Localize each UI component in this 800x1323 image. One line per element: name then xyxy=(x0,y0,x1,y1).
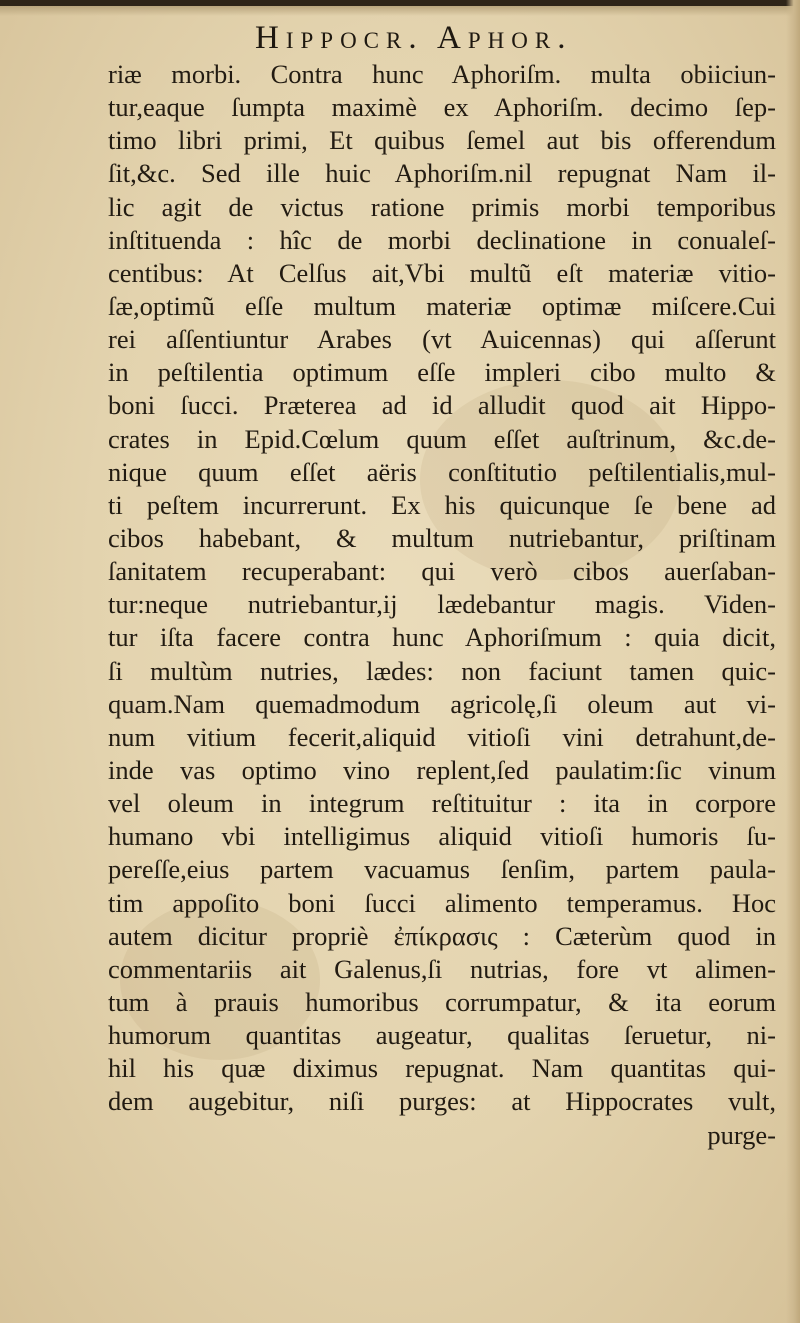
text-line: ſi multùm nutries, lædes: non faciunt tamen quic- xyxy=(108,655,776,686)
text-line: timo libri primi, Et quibus ſemel aut bis offerendum xyxy=(108,125,776,156)
text-line: cibos habebant, & multum nutriebantur, priſtinam xyxy=(108,522,776,553)
text-line: ſæ,optimũ eſſe multum materiæ optimæ miſcere.Cui xyxy=(108,290,776,321)
text-line: humorum quantitas augeatur, qualitas ſeruetur, ni- xyxy=(108,1020,776,1051)
text-line: crates in Epid.Cœlum quum eſſet auſtrinum, &c.de- xyxy=(108,423,776,454)
text-line: tum à prauis humoribus corrumpatur, & ita eorum xyxy=(108,986,776,1017)
text-line: inde vas optimo vino replent,ſed paulatim:ſic vinum xyxy=(108,754,776,785)
text-line: in peſtilentia optimum eſſe impleri cibo multo & xyxy=(108,357,776,388)
text-line: rei aſſentiuntur Arabes (vt Auicennas) qui aſſerunt xyxy=(108,324,776,355)
page-right-edge xyxy=(786,0,800,1323)
text-line: boni ſucci. Præterea ad id alludit quod ait Hippo- xyxy=(108,390,776,421)
text-line: centibus: At Celſus ait,Vbi multũ eſt materiæ vitio- xyxy=(108,257,776,288)
text-line: tur iſta facere contra hunc Aphoriſmum : quia dicit, xyxy=(108,622,776,653)
text-line: humano vbi intelligimus aliquid vitioſi humoris ſu- xyxy=(108,821,776,852)
catchword: purge- xyxy=(707,1119,776,1150)
body-text xyxy=(108,58,776,1152)
text-line: inſtituenda : hîc de morbi declinatione in conualeſ- xyxy=(108,224,776,255)
text-line: lic agit de victus ratione primis morbi temporibus xyxy=(108,191,776,222)
text-line: tur,eaque ſumpta maximè ex Aphoriſm. decimo ſep- xyxy=(108,92,776,123)
text-line: dem augebitur, niſi purges: at Hippocrates vult, xyxy=(108,1086,776,1117)
text-line: ſit,&c. Sed ille huic Aphoriſm.nil repugnat Nam il- xyxy=(108,158,776,189)
text-line: autem dicitur propriè ἐπίκρασις : Cæterùm quod in xyxy=(108,920,776,951)
text-line: riæ morbi. Contra hunc Aphoriſm. multa obiiciun- xyxy=(108,59,776,89)
text-line: pereſſe,eius partem vacuamus ſenſim, partem paula- xyxy=(108,854,776,885)
text-line: ti peſtem incurrerunt. Ex his quicunque ſe bene ad xyxy=(108,489,776,520)
page-top-shadow xyxy=(0,6,800,16)
text-line: nique quum eſſet aëris conſtitutio peſtilentialis,mul- xyxy=(108,456,776,487)
text-line: vel oleum in integrum reſtituitur : ita in corpore xyxy=(108,788,776,819)
text-line: num vitium fecerit,aliquid vitioſi vini detrahunt,de- xyxy=(108,721,776,752)
text-line: ſanitatem recuperabant: qui verò cibos auerſaban- xyxy=(108,556,776,587)
text-line: hil his quæ diximus repugnat. Nam quantitas qui- xyxy=(108,1053,776,1084)
text-line: commentariis ait Galenus,ſi nutrias, fore vt alimen- xyxy=(108,953,776,984)
text-line: tim appoſito boni ſucci alimento temperamus. Hoc xyxy=(108,887,776,918)
running-head: Hippocr. Aphor. xyxy=(255,20,573,56)
text-line: quam.Nam quemadmodum agricolę,ſi oleum aut vi- xyxy=(108,688,776,719)
text-line: tur:neque nutriebantur,ij lædebantur magis. Viden- xyxy=(108,589,776,620)
